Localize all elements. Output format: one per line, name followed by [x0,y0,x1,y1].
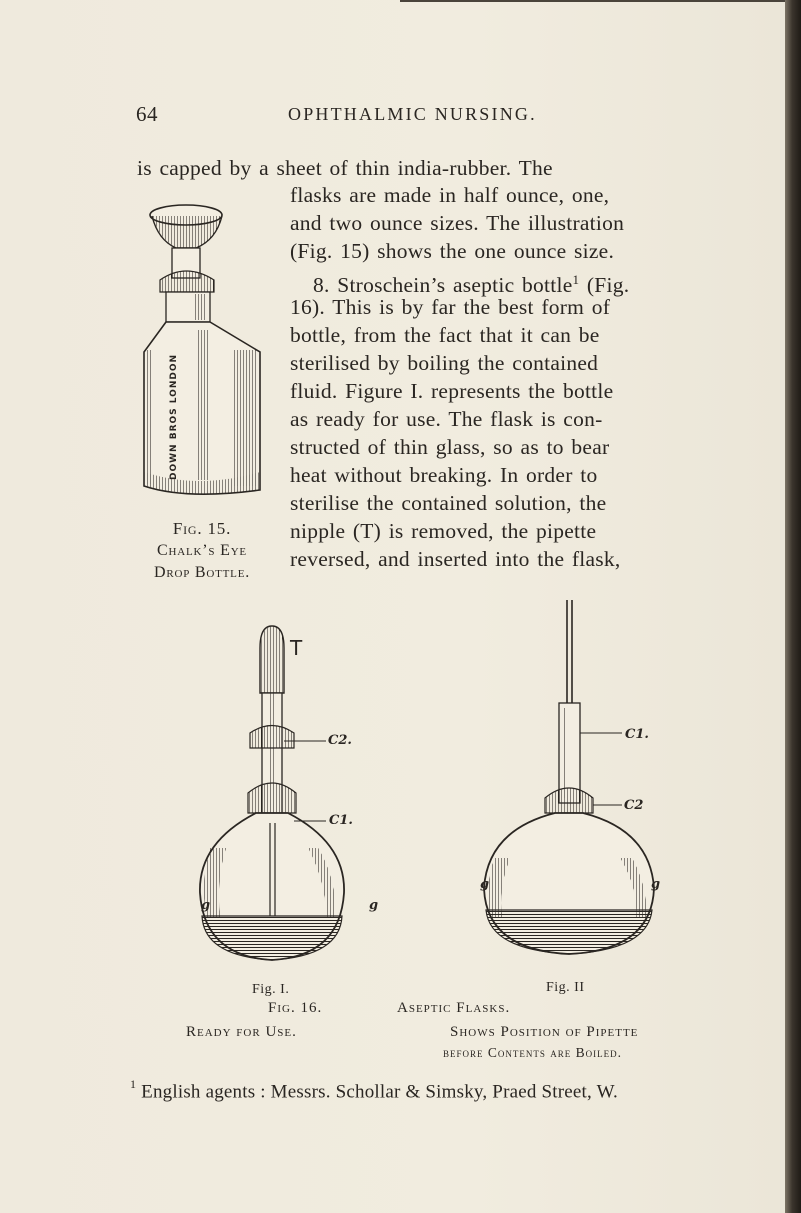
text-line: (Fig. 15) shows the one ounce size. [290,239,615,263]
figure-16-subtitle: Aseptic Flasks. [397,1000,511,1016]
page-edge-line [400,0,800,2]
footnote-reference: 1 [572,272,580,287]
aseptic-flasks-illustration [180,598,700,973]
label-g-right-flask2: g [651,877,661,892]
running-title: OPHTHALMIC NURSING. [288,104,537,124]
text-line: fluid. Figure I. represents the bottle [290,379,614,403]
text-line: flasks are made in half ounce, one, [290,183,610,207]
text-line: and two ounce sizes. The illustration [290,211,625,235]
label-c1-flask2: C1. [625,727,649,742]
figure-16-caption-left: Ready for Use. [186,1024,297,1040]
running-head [0,102,785,132]
text-line: heat without breaking. In order to [290,463,598,487]
flask-one [200,626,344,960]
footnote-mark: 1 [130,1077,137,1091]
footnote [130,1079,618,1103]
book-spine-shadow [785,0,801,1213]
text-line: sterilise the contained solution, the [290,491,607,515]
flask-two [484,600,654,954]
text-line: sterilised by boiling the contained [290,351,599,375]
figure-label-two: Fig. II [546,980,585,995]
text-line: bottle, from the fact that it can be [290,323,600,347]
figure-15-caption [118,518,286,584]
text-line-part: (Fig. [579,273,630,298]
bottle-emboss-text: DOWN BROS LONDON [169,353,179,480]
label-c2-flask2: C2 [624,798,644,813]
label-c1-flask1: C1. [329,813,353,828]
label-c2-flask1: C2. [328,733,352,748]
text-line: as ready for use. The flask is con- [290,407,603,431]
figure-16-caption-right-2: before Contents are Boiled. [443,1045,623,1060]
text-line-part: 8. Stroschein’s aseptic bottle [313,273,573,298]
figure-label-one: Fig. I. [252,982,290,997]
text-line: 16). This is by far the best form of [290,295,611,319]
text-line: reversed, and inserted into the flask, [290,547,621,571]
label-g-right-flask1: g [369,898,379,913]
label-g-left-flask2: g [480,877,490,892]
figure-16-caption-right-1: Shows Position of Pipette [450,1024,639,1040]
label-g-left-flask1: g [201,898,211,913]
text-line: structed of thin glass, so as to bear [290,435,610,459]
text-line: nipple (T) is removed, the pipette [290,519,597,543]
figure-15-label: Fig. 15. [172,519,232,538]
eye-drop-bottle-illustration [138,200,286,500]
footnote-text: English agents : Messrs. Schollar & Simsky, Praed Street, W. [141,1081,618,1103]
page-number: 64 [136,102,158,126]
label-t: T [290,636,303,660]
text-line: is capped by a sheet of thin india-rubber. The [137,156,553,180]
figure-15-caption-line: Chalk’s Eye [157,542,247,559]
figure-15-caption-line: Drop Bottle. [153,564,251,581]
figure-16-title: Fig. 16. [268,1000,323,1016]
